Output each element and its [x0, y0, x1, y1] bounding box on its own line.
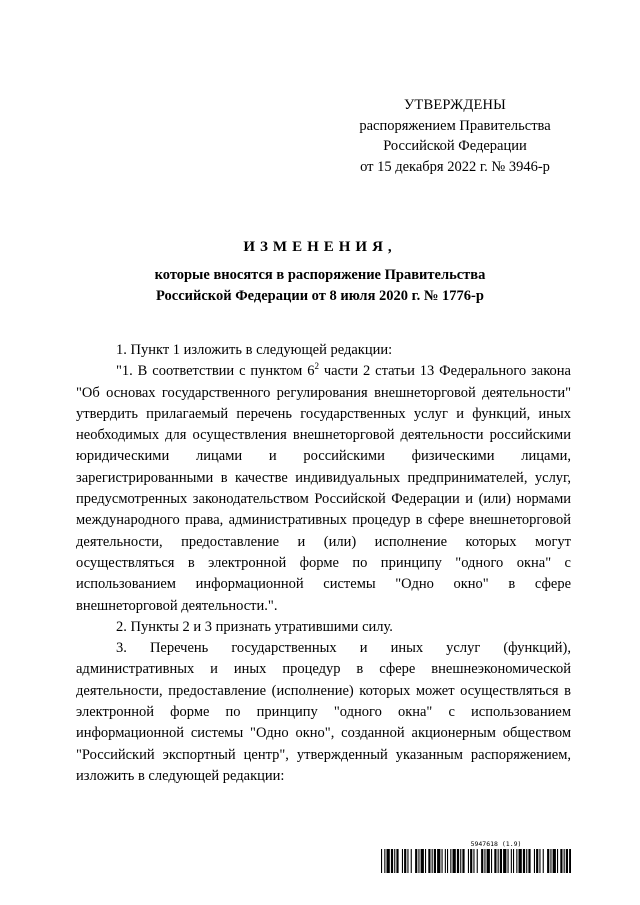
subtitle-line-2: Российской Федерации от 8 июля 2020 г. № 1776-р — [156, 288, 484, 304]
document-title: ИЗМЕНЕНИЯ, — [243, 239, 397, 255]
approval-line-2: Российской Федерации — [383, 138, 527, 154]
barcode-block — [381, 840, 571, 873]
barcode-label: 5947618 (1.9) — [470, 840, 522, 848]
paragraph-2-rest: части 2 статьи 13 Федерального закона "Об основах государственного регулирования внешнеторговой деятельности" утвердить прилагаемый перечень государственных услуг и функций, иных необходимых для осуществления внешнеторговой деятельности российскими юридическими лицами и российскими физическими лицами, зарегистрированными в качестве индивидуальных предпринимателей, услуг, предусмотренных законодательством Российской Федерации и (или) нормами международного права, административных процедур в сфере внешнеторговой деятельности, предоставление и (или) исполнение которых могут осуществляться в электронной форме по принципу "одного окна" с использованием информационной системы "Одно окно" в сфере внешнеторговой деятельности.". — [76, 363, 571, 614]
approval-line-3: от 15 декабря 2022 г. № 3946-р — [360, 158, 550, 175]
approval-block — [340, 95, 570, 177]
approval-title: УТВЕРЖДЕНЫ — [403, 97, 507, 113]
paragraph-1: 1. Пункт 1 изложить в следующей редакции: — [116, 342, 393, 358]
paragraph-2-start: "1. В соответствии с пунктом 6 — [116, 363, 315, 380]
subtitle-line-1: которые вносятся в распоряжение Правительства — [154, 267, 486, 283]
superscript: 2 — [314, 361, 319, 372]
paragraph-4: 3. Перечень государственных и иных услуг (функций), административных и иных процедур в сфере внешнеэкономической деятельности, предоставление (исполнение) которых может осуществляться в электронной форме по принципу "одного окна" с использованием информационной системы "Одно окно", созданной акционерным обществом "Российский экспортный центр", утвержденный указанным распоряжением, изложить в следующей редакции: — [76, 640, 571, 784]
approval-line-1: распоряжением Правительства — [359, 117, 551, 134]
paragraph-2 — [76, 361, 571, 617]
paragraph-3: 2. Пункты 2 и 3 признать утратившими силу. — [116, 618, 393, 635]
barcode — [381, 849, 571, 873]
document-subtitle — [60, 265, 580, 307]
document-body — [76, 340, 571, 787]
